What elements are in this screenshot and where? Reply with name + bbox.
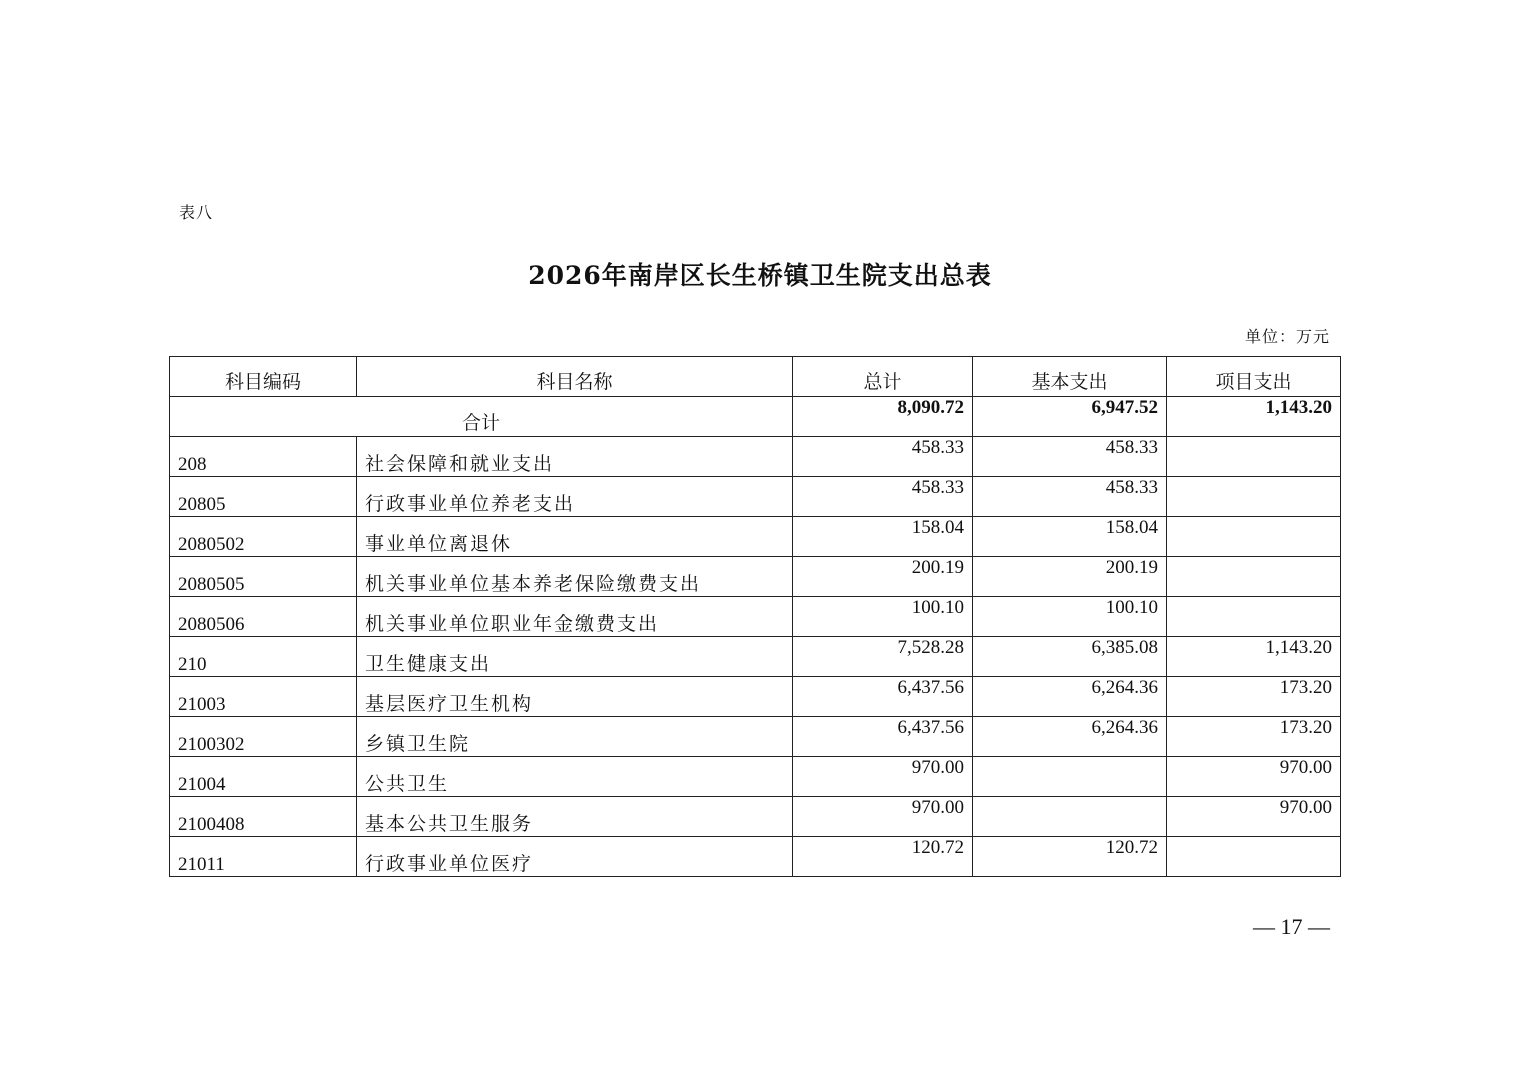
row-code: 2100408 (170, 797, 357, 837)
row-total: 7,528.28 (793, 637, 973, 677)
table-row (170, 797, 1341, 837)
row-basic: 200.19 (973, 557, 1167, 597)
row-project (1167, 597, 1341, 637)
row-code: 21003 (170, 677, 357, 717)
header-basic: 基本支出 (973, 357, 1167, 397)
expense-summary-table (169, 356, 1341, 877)
table-row (170, 597, 1341, 637)
row-code: 2080506 (170, 597, 357, 637)
row-name: 行政事业单位医疗 (357, 837, 793, 877)
row-project: 1,143.20 (1167, 637, 1341, 677)
table-row (170, 437, 1341, 477)
row-basic (973, 797, 1167, 837)
row-code: 2080505 (170, 557, 357, 597)
row-total: 120.72 (793, 837, 973, 877)
table-row (170, 517, 1341, 557)
row-project: 970.00 (1167, 757, 1341, 797)
table-row (170, 837, 1341, 877)
row-basic: 6,385.08 (973, 637, 1167, 677)
row-name: 乡镇卫生院 (357, 717, 793, 757)
row-name: 机关事业单位职业年金缴费支出 (357, 597, 793, 637)
row-code: 2100302 (170, 717, 357, 757)
row-basic: 100.10 (973, 597, 1167, 637)
page-number: — 17 — (1253, 914, 1330, 939)
row-total: 458.33 (793, 437, 973, 477)
row-total: 158.04 (793, 517, 973, 557)
row-code: 2080502 (170, 517, 357, 557)
row-name: 卫生健康支出 (357, 637, 793, 677)
total-basic: 6,947.52 (973, 397, 1167, 437)
row-project (1167, 477, 1341, 517)
row-code: 21011 (170, 837, 357, 877)
row-project (1167, 517, 1341, 557)
row-project: 970.00 (1167, 797, 1341, 837)
row-total: 6,437.56 (793, 717, 973, 757)
table-label: 表八 (179, 203, 214, 222)
row-project: 173.20 (1167, 677, 1341, 717)
row-basic: 120.72 (973, 837, 1167, 877)
document-title: 2026年南岸区长生桥镇卫生院支出总表 (528, 261, 992, 290)
header-total: 总计 (793, 357, 973, 397)
row-basic (973, 757, 1167, 797)
row-total: 970.00 (793, 797, 973, 837)
row-total: 458.33 (793, 477, 973, 517)
row-code: 21004 (170, 757, 357, 797)
row-name: 基层医疗卫生机构 (357, 677, 793, 717)
table-row (170, 637, 1341, 677)
row-total: 100.10 (793, 597, 973, 637)
total-row (170, 397, 1341, 437)
row-project (1167, 557, 1341, 597)
header-name: 科目名称 (357, 357, 793, 397)
row-project (1167, 437, 1341, 477)
row-code: 20805 (170, 477, 357, 517)
header-project: 项目支出 (1167, 357, 1341, 397)
total-label: 合计 (170, 397, 793, 437)
row-name: 公共卫生 (357, 757, 793, 797)
row-name: 行政事业单位养老支出 (357, 477, 793, 517)
row-basic: 458.33 (973, 437, 1167, 477)
table-row (170, 717, 1341, 757)
row-project: 173.20 (1167, 717, 1341, 757)
table-row (170, 677, 1341, 717)
row-name: 机关事业单位基本养老保险缴费支出 (357, 557, 793, 597)
table-row (170, 757, 1341, 797)
row-basic: 458.33 (973, 477, 1167, 517)
row-total: 200.19 (793, 557, 973, 597)
row-project (1167, 837, 1341, 877)
row-total: 6,437.56 (793, 677, 973, 717)
total-total: 8,090.72 (793, 397, 973, 437)
total-project: 1,143.20 (1167, 397, 1341, 437)
row-code: 210 (170, 637, 357, 677)
unit-label: 单位：万元 (1244, 327, 1330, 346)
row-basic: 158.04 (973, 517, 1167, 557)
header-code: 科目编码 (170, 357, 357, 397)
row-total: 970.00 (793, 757, 973, 797)
table-row (170, 477, 1341, 517)
row-name: 事业单位离退休 (357, 517, 793, 557)
table-header-row (170, 357, 1341, 397)
row-basic: 6,264.36 (973, 677, 1167, 717)
row-basic: 6,264.36 (973, 717, 1167, 757)
table-row (170, 557, 1341, 597)
row-name: 基本公共卫生服务 (357, 797, 793, 837)
row-name: 社会保障和就业支出 (357, 437, 793, 477)
row-code: 208 (170, 437, 357, 477)
